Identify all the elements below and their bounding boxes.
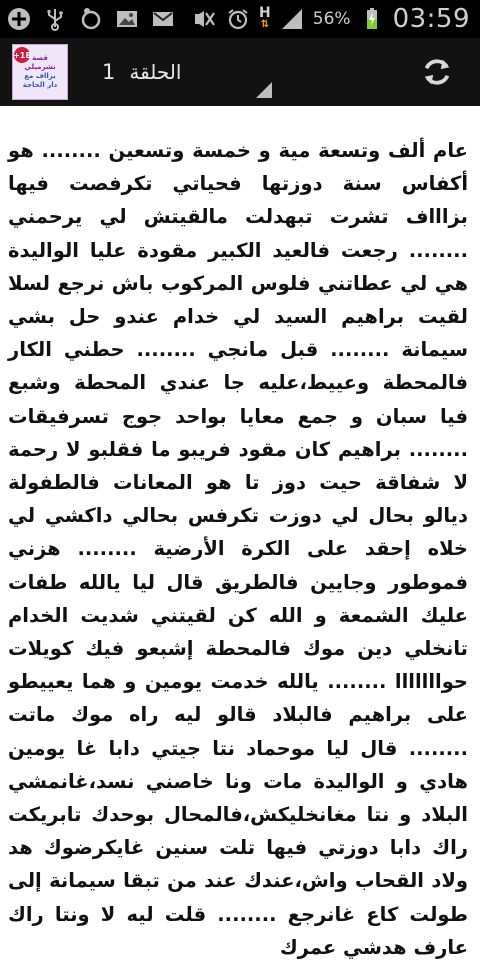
logo-line: تشرميلي: [24, 63, 56, 71]
battery-charging-icon: [359, 6, 385, 32]
mute-icon: [191, 6, 217, 32]
logo-line: قصة: [32, 54, 48, 62]
usb-icon: [42, 6, 68, 32]
clock: 03:59: [392, 4, 470, 34]
action-bar: [0, 38, 480, 106]
sync-icon: [78, 6, 104, 32]
app-logo[interactable]: [12, 44, 68, 100]
network-type-indicator: [259, 7, 271, 31]
network-type-label: H: [259, 5, 271, 21]
logo-line: بزااف مع: [24, 72, 56, 80]
episode-label: الحلقة: [129, 60, 182, 84]
episode-title: [102, 60, 181, 84]
refresh-icon: [418, 53, 456, 91]
battery-percent: 56%: [312, 9, 351, 29]
age-badge: +18: [14, 47, 30, 63]
refresh-button[interactable]: [416, 51, 458, 93]
spinner-dropdown-icon: [256, 82, 272, 98]
episode-number: 1: [102, 60, 116, 84]
signal-icon: [279, 6, 305, 32]
episode-spinner[interactable]: [102, 38, 272, 106]
alarm-icon: [225, 6, 251, 32]
logo-line: دار الحاجة: [22, 81, 58, 89]
add-icon: [6, 6, 32, 32]
image-icon: [114, 6, 140, 32]
notification-icons: [0, 6, 176, 32]
story-content[interactable]: [0, 106, 480, 959]
story-text: عام ألف وتسعة مية و خمسة وتسعين ........ هو أكفاس سنة دوزتها فحياتي تكرفصت فيها بزاااف تشرت تبهدلت مالقيتش لي يرحمني ........ رجعت فالعيد الكبير مقودة عليا الواليدة هي لي عطاتني فلوس المركوب باش نرجع لسلا لقيت براهيم السيد لي خدام عندو حل بشي سيمانة ........ قبل مانجي ........ حطني الكار فالمحطة وعييط،عليه جا عندي المحطة وشبع فيا سبان و جمع معايا بواحد جوج تسرفيقات ........ براهيم كان مقود فريبو ما فقلبو لا رحمة لا شفاقة حيت دوز تا هو المعانات فالطفولة ديالو بحال لي دوزت تكرفس بحالي داكشي لي خلاه إحقد على الكرة الأرضية ........ هزني فموطور وجايين فالطريق قال ليا يالله طفات عليك الشمعة و الله كن لقيتني شديت الخدام تانخلي دين موك فالمحطة إشبعو فيك كويلات حوااااااا ........ يالله خدمت يومين و هما يعييطو على براهيم فالبلاد قالو ليه راه موك ماتت ........ قال ليا موحماد نتا جيتي دابا غا يومين هادي و الواليدة مات ونا خاصني نسد،غانمشي البلاد و نتا مغانخليكش،فالمحال بوحدك تابريكت راك دابا دوزتي فيها تلت سنين غايكرضوك هد ولاد القحاب واش،عندك عند من تبقا سيمانة إلى طولت كاع غانرجع ........ قلت ليه لا ونتا راك عارف هدشي عمرك: [8, 139, 468, 959]
gmail-icon: [150, 6, 176, 32]
status-bar: [0, 0, 480, 38]
data-activity-icon: ⇅: [260, 19, 270, 30]
system-icons: [191, 4, 480, 34]
